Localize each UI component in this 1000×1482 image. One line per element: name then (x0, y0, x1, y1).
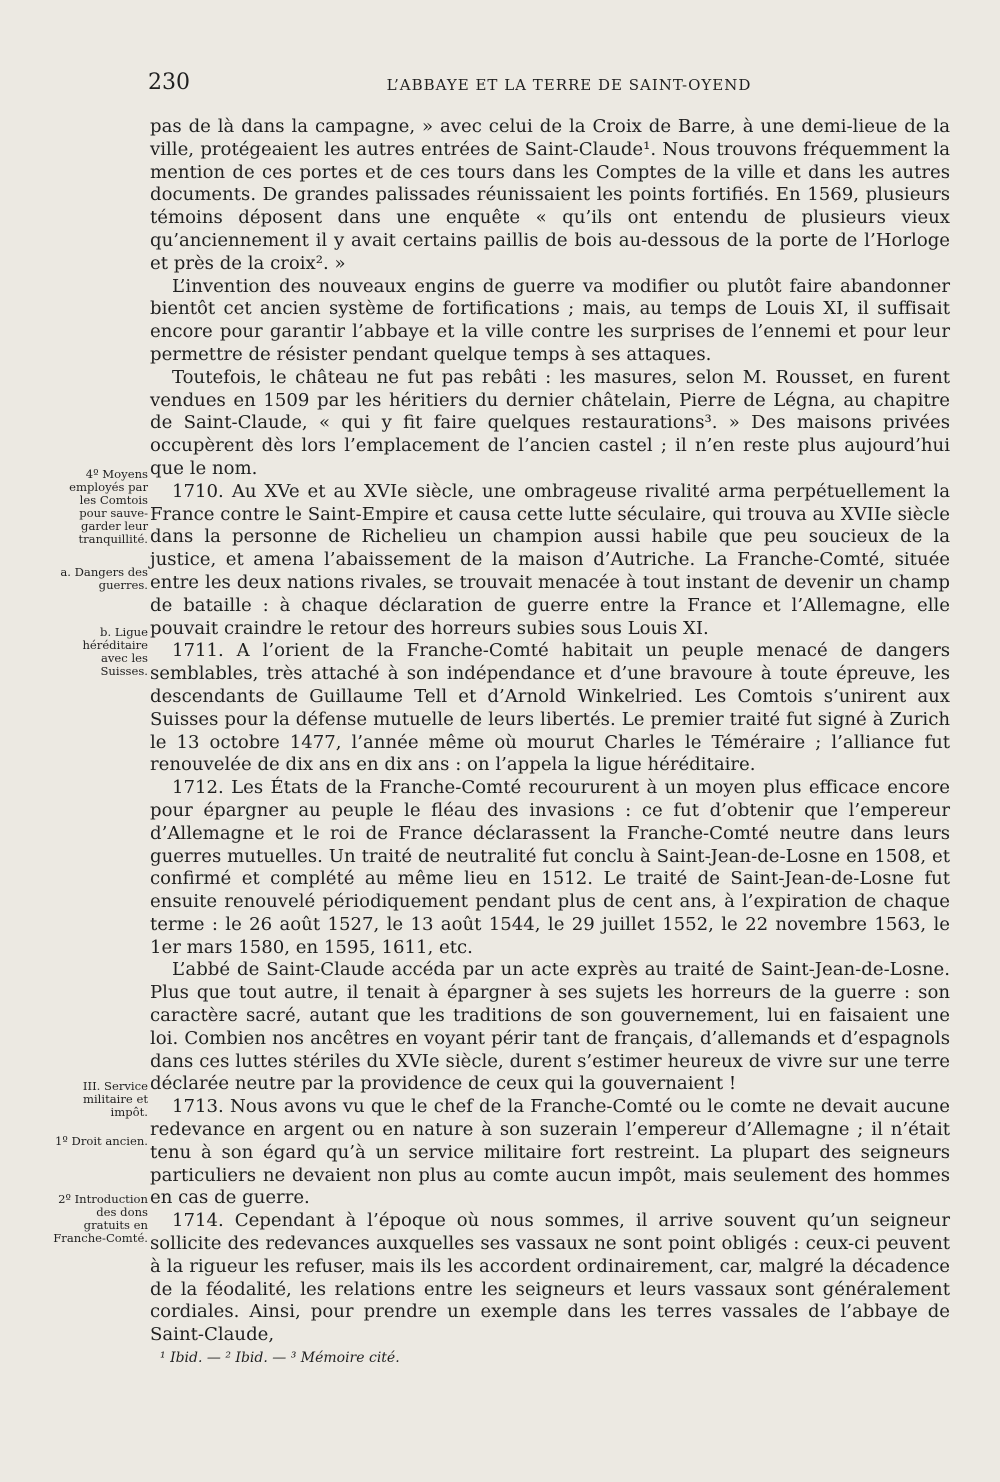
page-header (148, 70, 950, 100)
footnotes: ¹ Ibid. — ² Ibid. — ³ Mémoire cité. (160, 1350, 400, 1366)
margin-note: a. Dangers des guerres. (60, 565, 148, 592)
margin-note: b. Ligue héréditaire avec les Suisses. (82, 625, 148, 678)
margin-note: 4º Moyens employés par les Comtois pour sauve-garder leur tranquillité. (69, 467, 148, 546)
paragraph: 1713. Nous avons vu que le chef de la Franche-Comté ou le comte ne devait aucune redevance en argent ou en nature à son suzerain l’empereur d’Allemagne ; il n’était tenu à son égard qu’à un service militaire fort restreint. La plupart des seigneurs particuliers ne devaient non plus au comte aucun impôt, mais seulement des hommes en cas de guerre. (150, 1096, 950, 1209)
paragraph: pas de là dans la campagne, » avec celui de la Croix de Barre, à une demi-lieue de la ville, protégeaient les autres entrées de Saint-Claude¹. Nous trouvons fréquemment la mention de ces portes et de ces tours dans les Comptes de la ville et dans les autres documents. De grandes palissades réunissaient les points fortifiés. En 1569, plusieurs témoins déposent dans une enquête « qu’ils ont entendu de plusieurs vieux qu’anciennement il y avait certains paillis de bois au-dessous de la porte de l’Horloge et près de la croix². » (150, 116, 950, 274)
running-title: L’ABBAYE ET LA TERRE DE SAINT-OYEND (386, 76, 752, 94)
paragraph: Toutefois, le château ne fut pas rebâti : les masures, selon M. Rousset, en furent vendues en 1509 par les héritiers du dernier châtelain, Pierre de Légna, au chapitre de Saint-Claude, « qui y fit faire quelques restaurations³. » Des maisons privées occupèrent dès lors l’emplacement de l’ancien castel ; il n’en reste plus aujourd’hui que le nom. (150, 366, 950, 479)
body-text (150, 116, 950, 1347)
paragraph: 1711. A l’orient de la Franche-Comté habitait un peuple menacé de dangers semblables, très attaché à son indépendance et d’une bravoure à toute épreuve, les descendants de Guillaume Tell et d’Arnold Winkelried. Les Comtois s’unirent aux Suisses pour la défense mutuelle de leurs libertés. Le premier traité fut signé à Zurich le 13 octobre 1477, l’année même où mourut Charles le Téméraire ; l’alliance fut renouvelée de dix ans en dix ans : on l’appela la ligue héréditaire. (150, 640, 950, 776)
margin-note: 1º Droit ancien. (55, 1134, 148, 1148)
margin-note: 2º Introduction des dons gratuits en Franche-Comté. (53, 1192, 148, 1245)
paragraph: 1714. Cependant à l’époque où nous sommes, il arrive souvent qu’un seigneur sollicite des redevances auxquelles ses vassaux ne sont point obligés : ceux-ci peuvent à la rigueur les refuser, mais ils les accordent ordinairement, car, malgré la décadence de la féodalité, les relations entre les seigneurs et leurs vassaux sont généralement cordiales. Ainsi, pour prendre un exemple dans les terres vassales de l’abbaye de Saint-Claude, (150, 1210, 950, 1346)
paragraph: L’abbé de Saint-Claude accéda par un acte exprès au traité de Saint-Jean-de-Losne. Plus que tout autre, il tenait à épargner à ses sujets les horreurs de la guerre : son caractère sacré, autant que les traditions de son gouvernement, lui en faisaient une loi. Combien nos ancêtres en voyant périr tant de français, d’allemands et d’espagnols dans ces luttes stériles du XVIe siècle, durent s’estimer heureux de vivre sur une terre déclarée neutre par la providence de ceux qui la gouvernaient ! (150, 959, 950, 1095)
paragraph: L’invention des nouveaux engins de guerre va modifier ou plutôt faire abandonner bientôt cet ancien système de fortifications ; mais, au temps de Louis XI, il suffisait encore pour garantir l’abbaye et la ville contre les surprises de l’ennemi et pour leur permettre de résister pendant quelque temps à ses attaques. (150, 275, 950, 365)
paragraph: 1710. Au XVe et au XVIe siècle, une ombrageuse rivalité arma perpétuellement la France contre le Saint-Empire et causa cette lutte séculaire, qui trouva au XVIIe siècle dans la personne de Richelieu un champion aussi habile que peu soucieux de la justice, et amena l’abaissement de la maison d’Autriche. La Franche-Comté, située entre les deux nations rivales, se trouvait menacée à tout instant de devenir un champ de bataille : à chaque déclaration de guerre entre la France et l’Allemagne, elle pouvait craindre le retour des horreurs subies sous Louis XI. (150, 480, 950, 639)
paragraph: 1712. Les États de la Franche-Comté recoururent à un moyen plus efficace encore pour épargner au peuple le fléau des invasions : ce fut d’obtenir que l’empereur d’Allemagne et le roi de France déclarassent la Franche-Comté neutre dans leurs guerres mutuelles. Un traité de neutralité fut conclu à Saint-Jean-de-Losne en 1508, et confirmé et complété au même lieu en 1512. Le traité de Saint-Jean-de-Losne fut ensuite renouvelé périodiquement pendant plus de cent ans, à l’expiration de chaque terme : le 26 août 1527, le 13 août 1544, le 29 juillet 1552, le 22 novembre 1563, le 1er mars 1580, en 1595, 1611, etc. (150, 777, 950, 958)
margin-note: III. Service militaire et impôt. (82, 1079, 148, 1119)
page-number: 230 (148, 70, 190, 95)
